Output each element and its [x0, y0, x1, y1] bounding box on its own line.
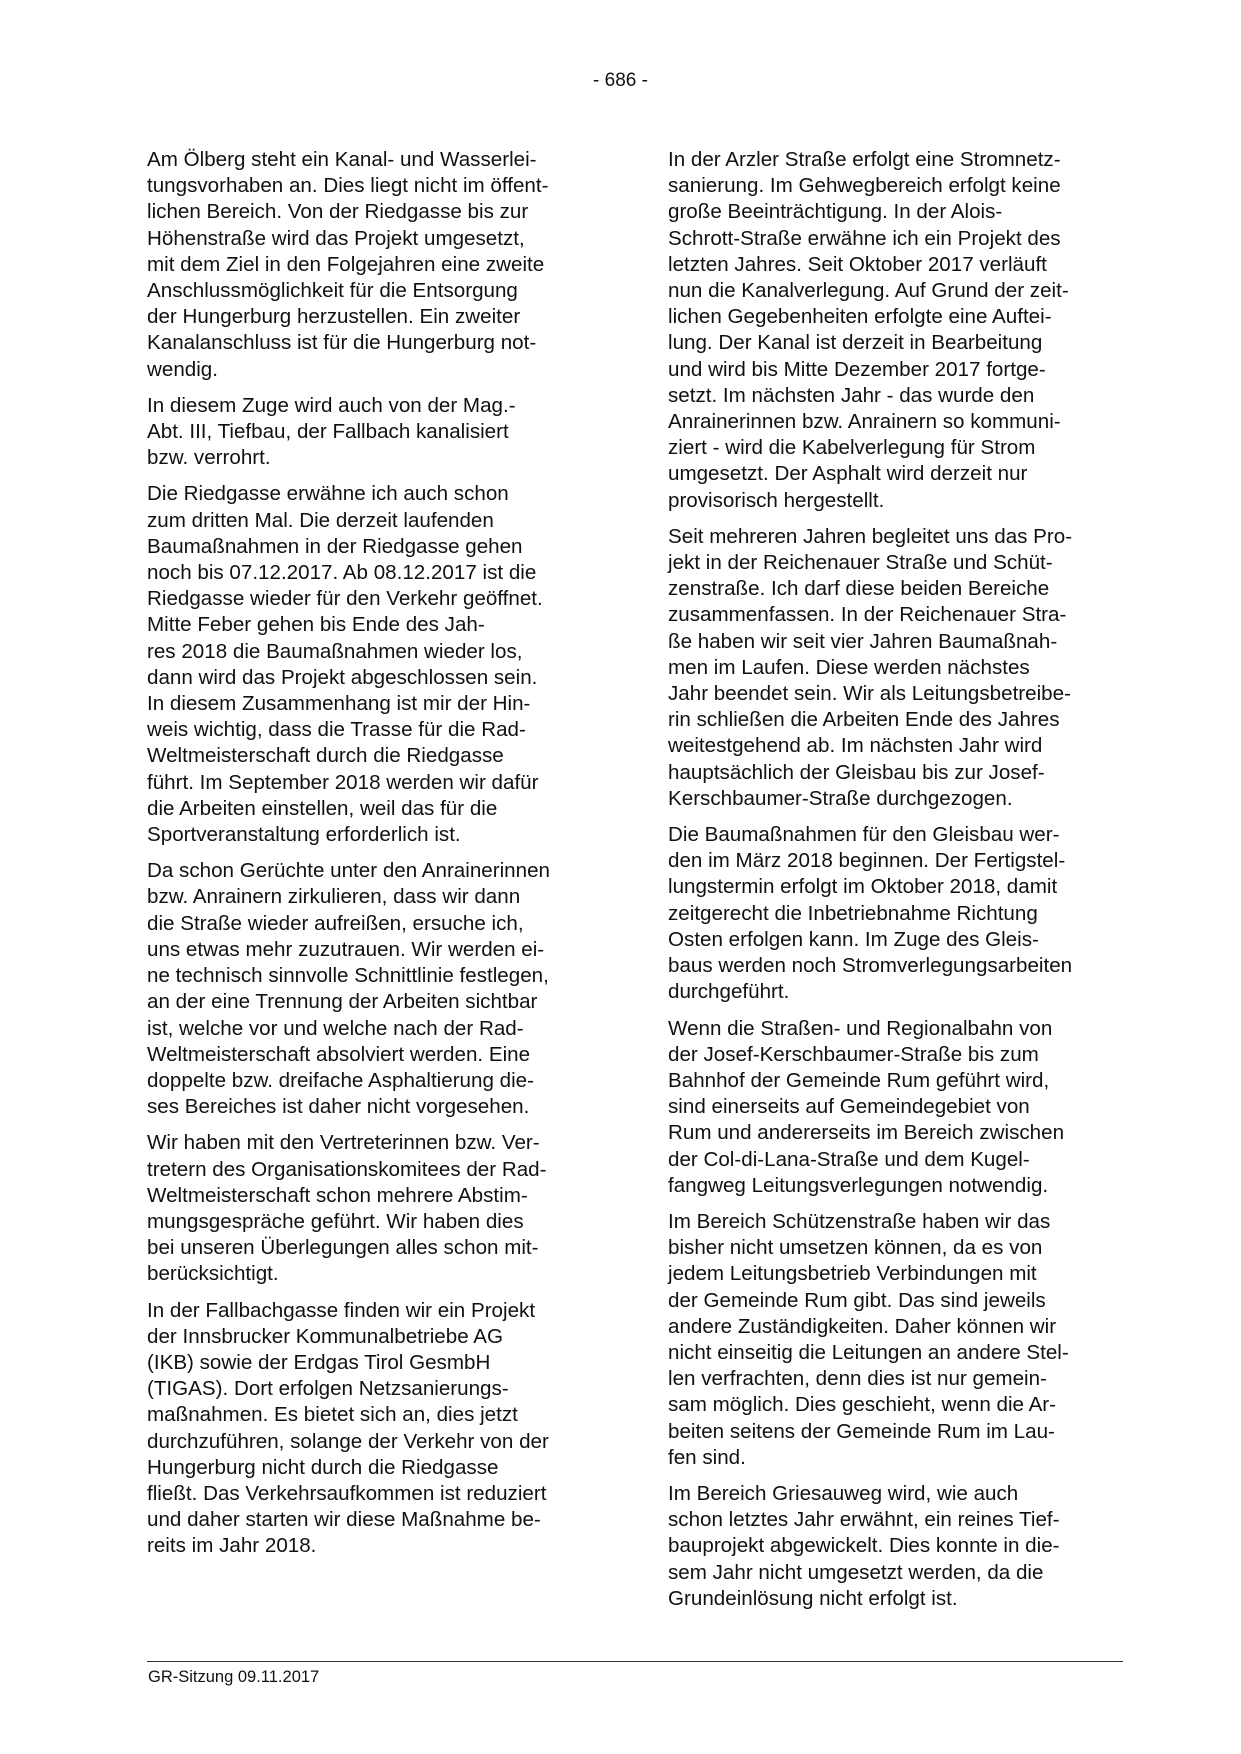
- page-number: - 686 -: [593, 70, 648, 91]
- footer-divider: [147, 1661, 1123, 1662]
- footer-text: GR-Sitzung 09.11.2017: [148, 1668, 320, 1686]
- paragraph: In der Fallbachgasse finden wir ein Projekt der Innsbrucker Kommunalbetriebe AG (IKB) sowie der Erdgas Tirol GesmbH (TIGAS). Dort erfolgen Netzsanierungs- maßnahmen. Es bietet sich an, dies jetzt durchzuführen, solange der Verkehr von der Hungerburg nicht durch die Riedgasse fließt. Das Verkehrsaufkommen ist reduziert und daher starten wir diese Maßnahme be- reits im Jahr 2018.: [147, 1298, 549, 1558]
- paragraph: Die Riedgasse erwähne ich auch schon zum dritten Mal. Die derzeit laufenden Baumaßnahmen in der Riedgasse gehen noch bis 07.12.2017. Ab 08.12.2017 ist die Riedgasse wieder für den Verkehr geöffnet. Mitte Feber gehen bis Ende des Jah- res 2018 die Baumaßnahmen wieder los, dann wird das Projekt abgeschlossen sein. In diesem Zusammenhang ist mir der Hin- weis wichtig, dass die Trasse für die Rad- Weltmeisterschaft durch die Riedgasse führt. Im September 2018 werden wir dafür die Arbeiten einstellen, weil das für die Sportveranstaltung erforderlich ist.: [147, 482, 543, 847]
- paragraph: Da schon Gerüchte unter den Anrainerinnen bzw. Anrainern zirkulieren, dass wir dann die Straße wieder aufreißen, ersuche ich, uns etwas mehr zuzutrauen. Wir werden ei- ne technisch sinnvolle Schnittlinie festlegen, an der eine Trennung der Arbeiten sichtbar ist, welche vor und welche nach der Rad- Weltmeisterschaft absolviert werden. Eine doppelte bzw. dreifache Asphaltierung die- ses Bereiches ist daher nicht vorgesehen.: [147, 859, 550, 1119]
- paragraph: Im Bereich Griesauweg wird, wie auch schon letztes Jahr erwähnt, ein reines Tief- bauprojekt abgewickelt. Dies konnte in die- sem Jahr nicht umgesetzt werden, da die Grundeinlösung nicht erfolgt ist.: [668, 1481, 1060, 1610]
- left-column: [147, 147, 602, 1570]
- paragraph: Die Baumaßnahmen für den Gleisbau wer- den im März 2018 beginnen. Der Fertigstel- lungstermin erfolgt im Oktober 2018, damit zeitgerecht die Inbetriebnahme Richtung Osten erfolgen kann. Im Zuge des Gleis- baus werden noch Stromverlegungsarbeiten durchgeführt.: [668, 823, 1073, 1004]
- paragraph: In diesem Zuge wird auch von der Mag.- Abt. III, Tiefbau, der Fallbach kanalisiert bzw. verrohrt.: [147, 393, 516, 470]
- paragraph: Wenn die Straßen- und Regionalbahn von der Josef-Kerschbaumer-Straße bis zum Bahnhof der Gemeinde Rum geführt wird, sind einerseits auf Gemeindegebiet von Rum und andererseits im Bereich zwischen der Col-di-Lana-Straße und dem Kugel- fangweg Leitungsverlegungen notwendig.: [668, 1016, 1065, 1197]
- right-column: [668, 147, 1123, 1622]
- paragraph: Am Ölberg steht ein Kanal- und Wasserlei- tungsvorhaben an. Dies liegt nicht im öffent- lichen Bereich. Von der Riedgasse bis zur Höhenstraße wird das Projekt umgesetzt, mit dem Ziel in den Folgejahren eine zweite Anschlussmöglichkeit für die Entsorgung der Hungerburg herzustellen. Ein zweiter Kanalanschluss ist für die Hungerburg not- wendig.: [147, 148, 549, 381]
- paragraph: Seit mehreren Jahren begleitet uns das Pro- jekt in der Reichenauer Straße und Schüt- zenstraße. Ich darf diese beiden Bereiche zusammenfassen. In der Reichenauer Stra- ße haben wir seit vier Jahren Baumaßnah- men im Laufen. Diese werden nächstes Jahr beendet sein. Wir als Leitungsbetreibe- rin schließen die Arbeiten Ende des Jahres weitestgehend ab. Im nächsten Jahr wird hauptsächlich der Gleisbau bis zur Josef- Kerschbaumer-Straße durchgezogen.: [668, 524, 1073, 810]
- paragraph: In der Arzler Straße erfolgt eine Stromnetz- sanierung. Im Gehwegbereich erfolgt keine große Beeinträchtigung. In der Alois- Schrott-Straße erwähne ich ein Projekt des letzten Jahres. Seit Oktober 2017 verläuft nun die Kanalverlegung. Auf Grund der zeit- lichen Gegebenheiten erfolgte eine Auftei- lung. Der Kanal ist derzeit in Bearbeitung und wird bis Mitte Dezember 2017 fortge- setzt. Im nächsten Jahr - das wurde den Anrainerinnen bzw. Anrainern so kommuni- ziert - wird die Kabelverlegung für Strom umgesetzt. Der Asphalt wird derzeit nur provisorisch hergestellt.: [668, 148, 1069, 512]
- paragraph: Im Bereich Schützenstraße haben wir das bisher nicht umsetzen können, da es von jedem Leitungsbetrieb Verbindungen mit der Gemeinde Rum gibt. Das sind jeweils andere Zuständigkeiten. Daher können wir nicht einseitig die Leitungen an andere Stel- len verfrachten, denn dies ist nur gemein- sam möglich. Dies geschieht, wenn die Ar- beiten seitens der Gemeinde Rum im Lau- fen sind.: [668, 1209, 1069, 1469]
- paragraph: Wir haben mit den Vertreterinnen bzw. Ver- tretern des Organisationskomitees der Rad- Weltmeisterschaft schon mehrere Abstim- mungsgespräche geführt. Wir haben dies bei unseren Überlegungen alles schon mit- berücksichtigt.: [147, 1131, 547, 1286]
